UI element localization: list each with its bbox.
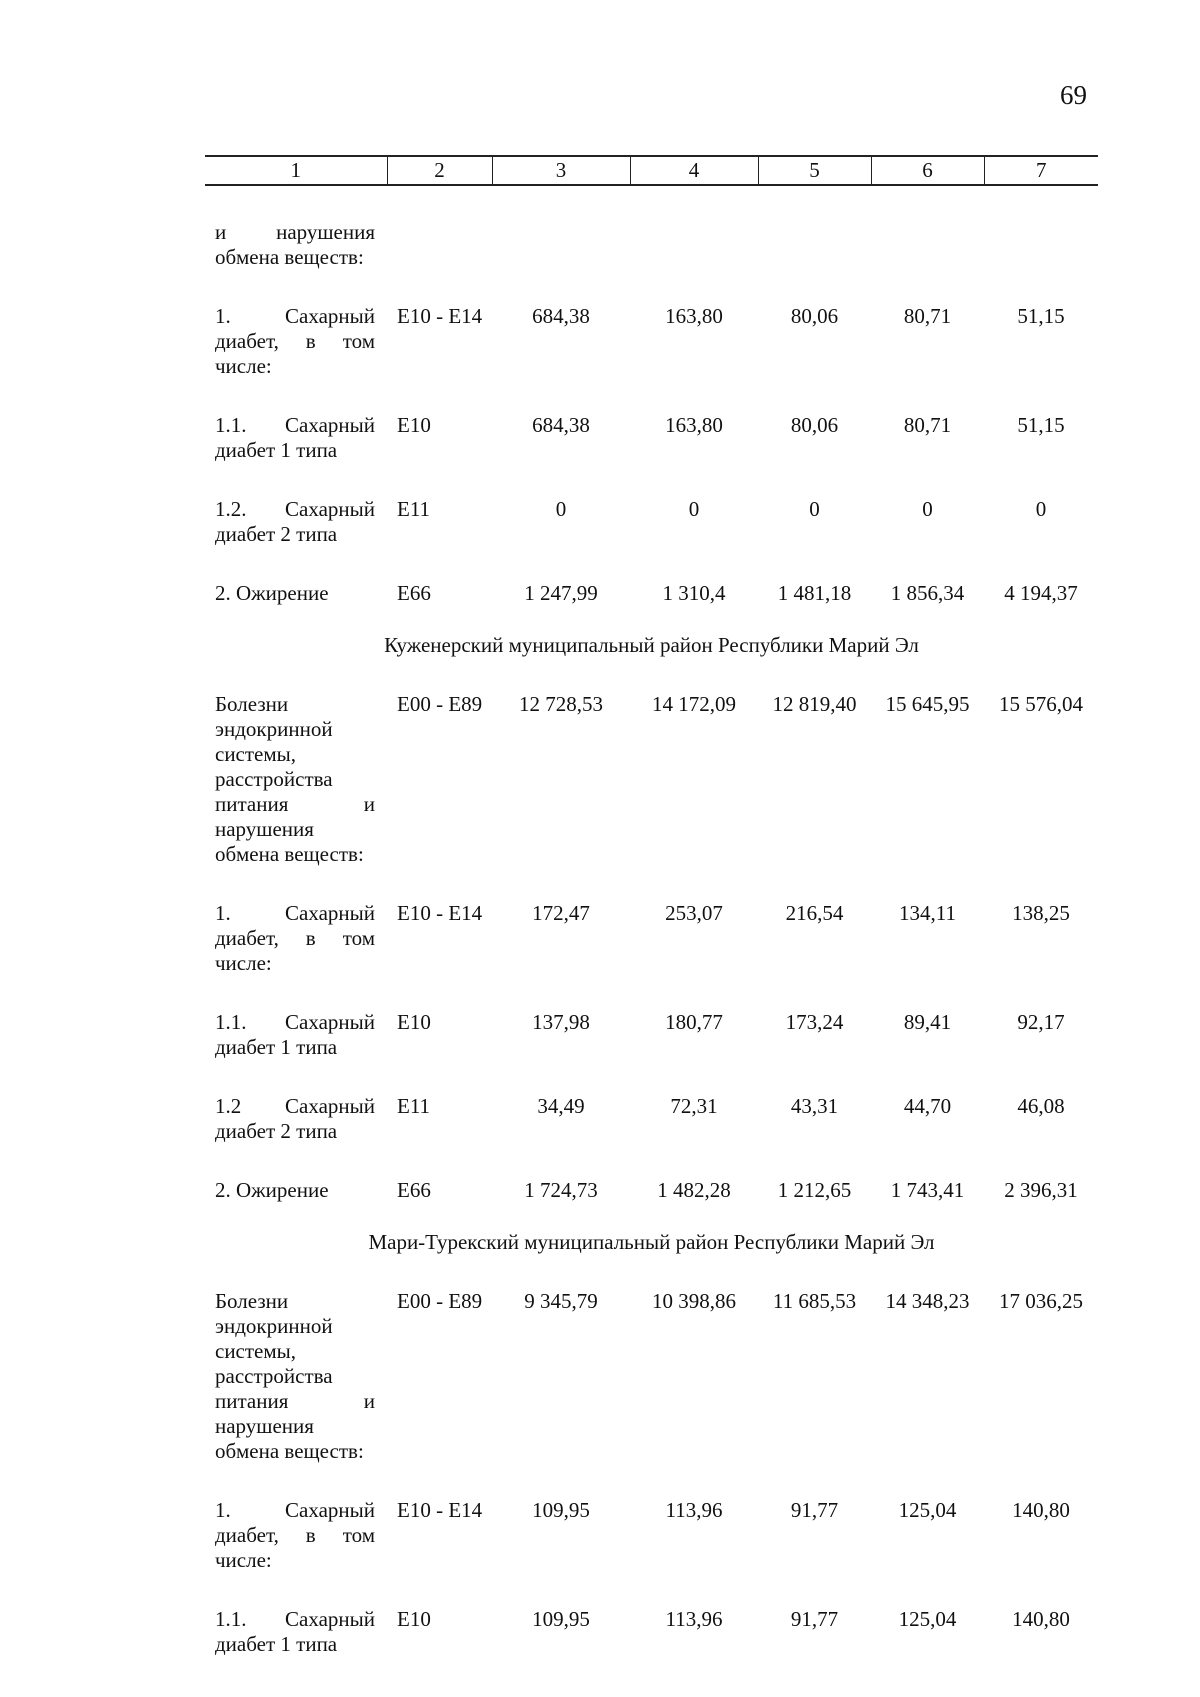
empty-cell	[492, 185, 630, 270]
value-cell: 17 036,25	[999, 1289, 1083, 1313]
value-cell: 140,80	[1012, 1498, 1070, 1522]
value-cell: 125,04	[898, 1498, 957, 1522]
column-number: 5	[758, 156, 871, 185]
district-heading: Куженерский муниципальный район Республики Марий Эл	[384, 633, 919, 657]
icd-code: Е10 - Е14	[397, 304, 483, 328]
value-cell: 138,25	[1012, 901, 1070, 925]
icd-code: Е00 - Е89	[397, 692, 483, 716]
value-cell: 0	[922, 497, 933, 521]
value-cell: 91,77	[790, 1607, 839, 1631]
icd-code: Е00 - Е89	[397, 1289, 483, 1313]
value-cell: 1 856,34	[890, 581, 965, 605]
value-cell: 684,38	[532, 304, 590, 328]
value-cell: 140,80	[1012, 1607, 1070, 1631]
value-cell: 89,41	[903, 1010, 952, 1034]
value-cell: 46,08	[1017, 1094, 1065, 1118]
indicator-name: 1. Сахарный диабет, в том числе:	[215, 901, 375, 975]
table-row	[205, 270, 1098, 379]
icd-code: Е66	[397, 581, 431, 605]
statistics-table-container	[205, 155, 1098, 1657]
value-cell: 92,17	[1017, 1010, 1065, 1034]
value-cell: 253,07	[665, 901, 723, 925]
icd-code: Е10 - Е14	[397, 1498, 483, 1522]
value-cell: 80,71	[903, 413, 952, 437]
value-cell: 14 172,09	[652, 692, 736, 716]
table-row	[205, 379, 1098, 463]
empty-cell	[984, 185, 1098, 270]
table-row	[205, 867, 1098, 976]
icd-code: Е11	[397, 1094, 431, 1118]
value-cell: 113,96	[665, 1498, 723, 1522]
value-cell: 0	[1035, 497, 1047, 521]
value-cell: 173,24	[785, 1010, 844, 1034]
icd-code: Е66	[397, 1178, 431, 1202]
value-cell: 11 685,53	[772, 1289, 857, 1313]
indicator-name: 1.1. Сахарный диабет 1 типа	[215, 1607, 375, 1656]
table-row	[205, 1255, 1098, 1464]
empty-cell	[387, 185, 492, 270]
value-cell: 134,11	[899, 901, 956, 925]
value-cell: 1 724,73	[524, 1178, 598, 1202]
value-cell: 2 396,31	[1004, 1178, 1078, 1202]
table-row	[205, 547, 1098, 606]
district-heading-row	[205, 1203, 1098, 1255]
table-body	[205, 185, 1098, 1657]
indicator-name: Болезни эндокринной системы, расстройства питания и нарушения обмена веществ:	[215, 692, 375, 866]
value-cell: 34,49	[537, 1094, 585, 1118]
indicator-name: 1.2 Сахарный диабет 2 типа	[215, 1094, 375, 1143]
statistics-table	[205, 155, 1098, 1657]
icd-code: Е10	[397, 1010, 431, 1034]
value-cell: 125,04	[898, 1607, 957, 1631]
indicator-name: 2. Ожирение	[215, 581, 329, 605]
value-cell: 1 212,65	[777, 1178, 852, 1202]
value-cell: 9 345,79	[524, 1289, 598, 1313]
value-cell: 1 482,28	[657, 1178, 731, 1202]
table-row	[205, 185, 1098, 270]
value-cell: 172,47	[532, 901, 590, 925]
district-heading: Мари-Турекский муниципальный район Республики Марий Эл	[368, 1230, 935, 1254]
empty-cell	[871, 185, 984, 270]
value-cell: 0	[809, 497, 820, 521]
icd-code: Е10 - Е14	[397, 901, 483, 925]
value-cell: 684,38	[532, 413, 590, 437]
district-heading-row	[205, 606, 1098, 658]
indicator-name: 2. Ожирение	[215, 1178, 329, 1202]
column-number-row	[205, 156, 1098, 185]
value-cell: 109,95	[532, 1498, 590, 1522]
table-row	[205, 1573, 1098, 1657]
icd-code: Е11	[397, 497, 431, 521]
value-cell: 91,77	[790, 1498, 839, 1522]
value-cell: 1 247,99	[524, 581, 598, 605]
table-row	[205, 1060, 1098, 1144]
value-cell: 72,31	[670, 1094, 718, 1118]
value-cell: 163,80	[665, 304, 723, 328]
value-cell: 80,71	[903, 304, 952, 328]
value-cell: 216,54	[785, 901, 844, 925]
value-cell: 51,15	[1017, 304, 1065, 328]
indicator-name: 1. Сахарный диабет, в том числе:	[215, 1498, 375, 1572]
table-row	[205, 1144, 1098, 1203]
table-row	[205, 976, 1098, 1060]
value-cell: 1 481,18	[777, 581, 852, 605]
value-cell: 14 348,23	[885, 1289, 970, 1313]
indicator-name: 1.1. Сахарный диабет 1 типа	[215, 413, 375, 462]
value-cell: 15 645,95	[885, 692, 970, 716]
table-row	[205, 1464, 1098, 1573]
column-number: 7	[984, 156, 1098, 185]
value-cell: 163,80	[665, 413, 723, 437]
column-number: 2	[387, 156, 492, 185]
value-cell: 0	[688, 497, 700, 521]
table-row	[205, 658, 1098, 867]
value-cell: 15 576,04	[999, 692, 1083, 716]
value-cell: 137,98	[532, 1010, 590, 1034]
value-cell: 180,77	[665, 1010, 723, 1034]
value-cell: 51,15	[1017, 413, 1065, 437]
empty-cell	[758, 185, 871, 270]
value-cell: 43,31	[790, 1094, 839, 1118]
column-number: 3	[492, 156, 630, 185]
indicator-name: Болезни эндокринной системы, расстройства питания и нарушения обмена веществ:	[215, 1289, 375, 1463]
value-cell: 1 743,41	[890, 1178, 965, 1202]
indicator-name: 1.1. Сахарный диабет 1 типа	[215, 1010, 375, 1059]
indicator-name: и нарушения обмена веществ:	[215, 220, 375, 269]
value-cell: 44,70	[903, 1094, 952, 1118]
value-cell: 4 194,37	[1004, 581, 1078, 605]
icd-code: Е10	[397, 1607, 431, 1631]
table-header	[205, 156, 1098, 185]
indicator-name: 1.2. Сахарный диабет 2 типа	[215, 497, 375, 546]
value-cell: 109,95	[532, 1607, 590, 1631]
value-cell: 12 728,53	[519, 692, 603, 716]
icd-code: Е10	[397, 413, 431, 437]
value-cell: 80,06	[790, 413, 839, 437]
value-cell: 10 398,86	[652, 1289, 736, 1313]
indicator-name: 1. Сахарный диабет, в том числе:	[215, 304, 375, 378]
value-cell: 80,06	[790, 304, 839, 328]
value-cell: 1 310,4	[662, 581, 726, 605]
empty-cell	[630, 185, 758, 270]
column-number: 6	[871, 156, 984, 185]
page-number: 69	[1060, 80, 1087, 110]
value-cell: 113,96	[665, 1607, 723, 1631]
value-cell: 12 819,40	[772, 692, 857, 716]
table-row	[205, 463, 1098, 547]
column-number: 4	[630, 156, 758, 185]
column-number: 1	[205, 156, 387, 185]
value-cell: 0	[555, 497, 567, 521]
